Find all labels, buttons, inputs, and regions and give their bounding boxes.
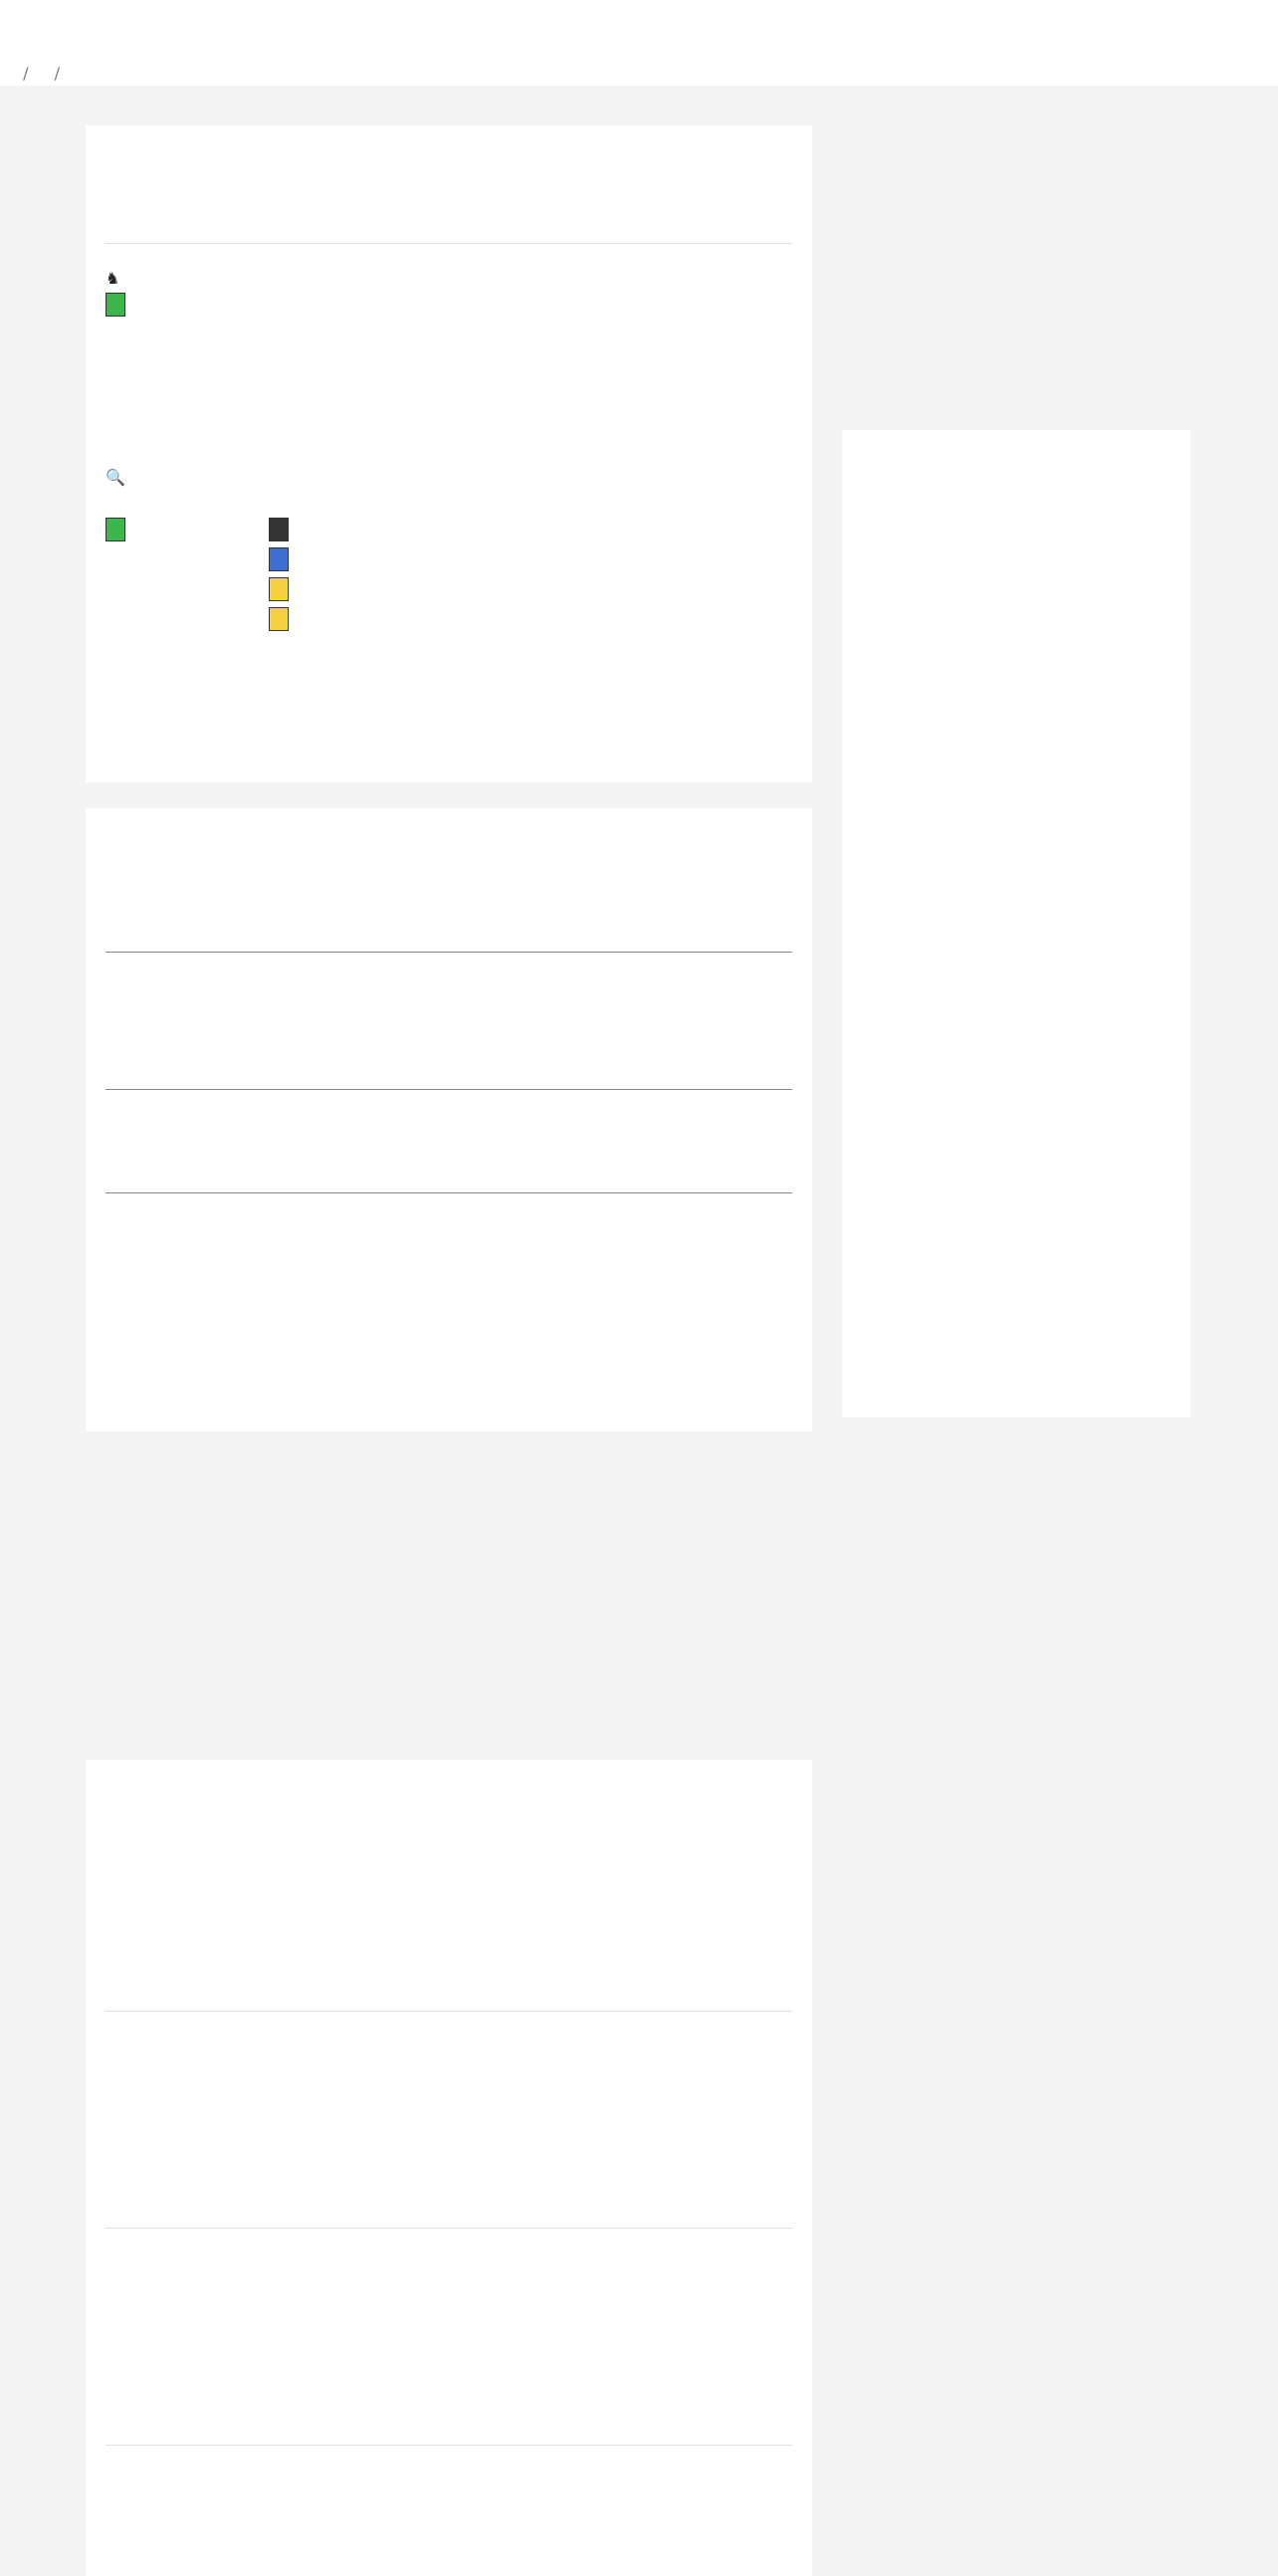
axis-horse [106, 518, 125, 548]
breadcrumb-separator: / [23, 64, 29, 83]
horse-icon: ♞ [106, 269, 120, 288]
divider [106, 952, 792, 953]
divider [106, 2011, 792, 2012]
breadcrumb [0, 62, 1278, 86]
breadcrumb-separator: / [54, 64, 61, 83]
divider [106, 2228, 792, 2229]
honmei-heading [106, 269, 119, 288]
partner-row [269, 547, 293, 578]
site-header [0, 0, 1278, 63]
divider [106, 1192, 792, 1193]
horse-number-badge [269, 577, 289, 601]
sidebar [842, 430, 1190, 1417]
divider [106, 2445, 792, 2446]
honmei-horse [106, 293, 129, 321]
divider [106, 1089, 792, 1090]
kaime-heading [106, 468, 125, 487]
trend-card [86, 808, 812, 1431]
horse-number-badge [269, 547, 289, 571]
partner-row [269, 518, 293, 548]
prediction-card [86, 125, 812, 782]
search-icon: 🔍 [106, 468, 125, 487]
horse-number-badge [269, 607, 289, 631]
horse-number-badge [106, 293, 125, 317]
results-card [86, 1760, 812, 2576]
divider [106, 243, 792, 244]
horse-number-badge [106, 518, 125, 541]
partner-row [269, 607, 293, 638]
horse-number-badge [269, 518, 289, 541]
partner-row [269, 577, 293, 608]
